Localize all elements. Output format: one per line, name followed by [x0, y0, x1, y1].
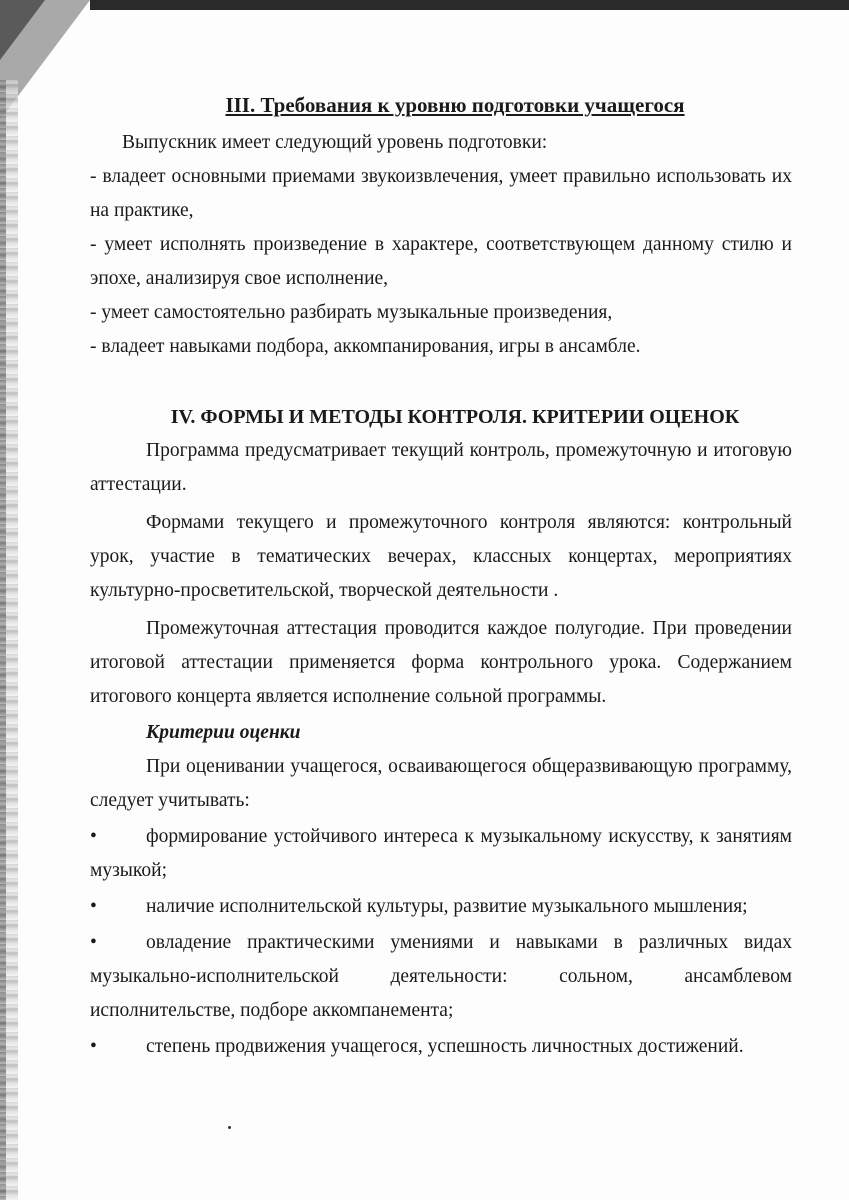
section3-item-1: - владеет основными приемами звукоизвлечения, умеет правильно использовать их на практике,	[90, 166, 792, 221]
section3-item-4: - владеет навыками подбора, аккомпанирования, игры в ансамбле.	[90, 336, 641, 357]
bullet-icon: •	[90, 826, 97, 847]
section4-paragraph-2: Формами текущего и промежуточного контроля являются: контрольный урок, участие в тематических вечерах, классных концертах, мероприятиях культурно-просветительской, творческой деятельности .	[90, 512, 792, 601]
scan-corner-shadow-dark	[0, 0, 45, 60]
criteria-bullet-text: наличие исполнительской культуры, развитие музыкального мышления;	[146, 896, 748, 917]
document-body	[90, 88, 792, 1064]
criteria-bullet-text: формирование устойчивого интереса к музыкальному искусству, к занятиям музыкой;	[90, 826, 792, 881]
scan-left-edge-dark	[0, 80, 6, 1200]
bullet-icon: •	[90, 932, 97, 953]
criteria-bullet-3	[90, 926, 792, 1028]
section3-item-2: - умеет исполнять произведение в характере, соответствующем данному стилю и эпохе, анализируя свое исполнение,	[90, 234, 792, 289]
scan-speck	[228, 1126, 231, 1129]
section-spacer	[90, 364, 792, 400]
section4-title: IV. ФОРМЫ И МЕТОДЫ КОНТРОЛЯ. КРИТЕРИИ ОЦЕНОК	[170, 406, 740, 428]
bullet-icon: •	[90, 1036, 97, 1057]
section4-paragraph-3: Промежуточная аттестация проводится каждое полугодие. При проведении итоговой аттестации применяется форма контрольного урока. Содержанием итогового концерта является исполнение сольной программы.	[90, 618, 792, 707]
section3-title: III. Требования к уровню подготовки учащегося	[225, 93, 685, 117]
section4-paragraph-1: Программа предусматривает текущий контроль, промежуточную и итоговую аттестации.	[90, 440, 792, 495]
section3-item-3: - умеет самостоятельно разбирать музыкальные произведения,	[90, 302, 613, 323]
criteria-title: Критерии оценки	[146, 722, 301, 743]
criteria-bullet-text: овладение практическими умениями и навыками в различных видах музыкально-исполнительской деятельности: сольном, ансамблевом исполнительстве, подборе аккомпанемента;	[90, 932, 792, 1021]
bullet-icon: •	[90, 896, 97, 917]
criteria-bullet-2	[90, 890, 792, 924]
section3-intro: Выпускник имеет следующий уровень подготовки:	[122, 132, 548, 153]
criteria-bullet-text: степень продвижения учащегося, успешность личностных достижений.	[146, 1036, 744, 1057]
criteria-bullet-1	[90, 820, 792, 888]
scan-top-edge	[90, 0, 849, 10]
criteria-intro: При оценивании учащегося, осваивающегося общеразвивающую программу, следует учитывать:	[90, 756, 792, 811]
criteria-bullet-4	[90, 1030, 792, 1064]
